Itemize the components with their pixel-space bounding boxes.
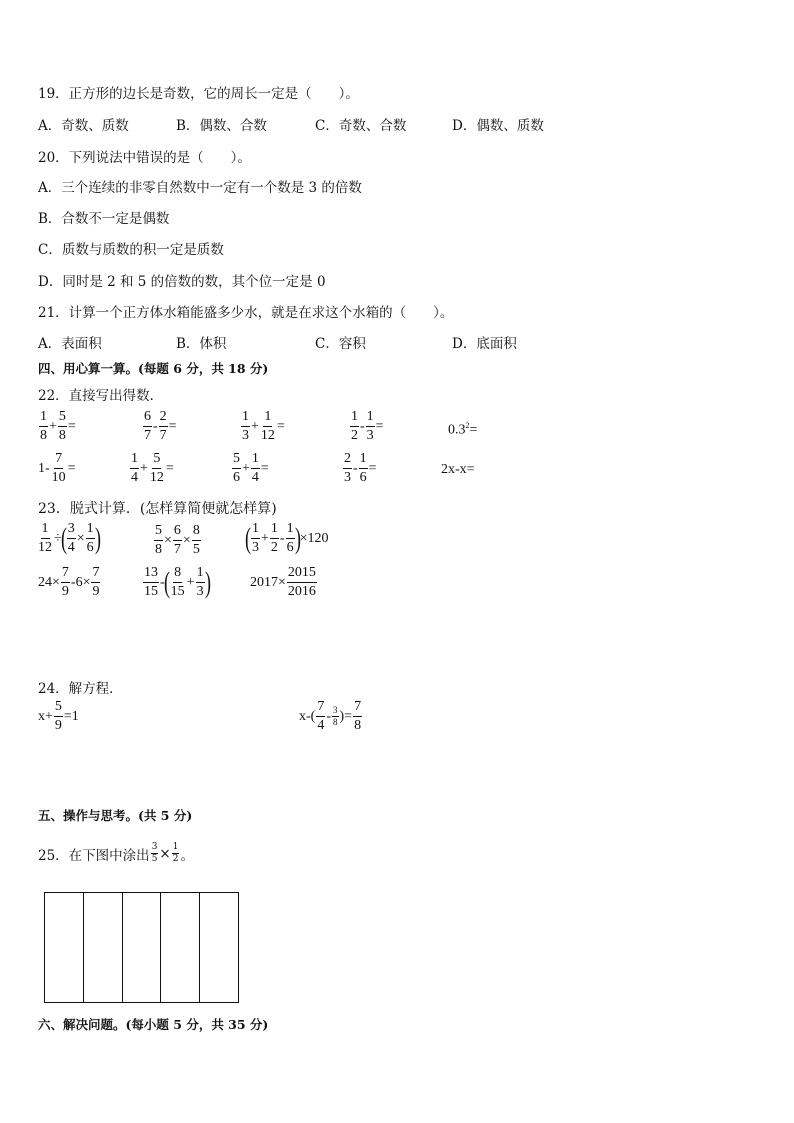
q22-r2-expr3: $\frac{5}{6}$ + $\frac{1}{4}$ = bbox=[233, 451, 269, 485]
q19-option-c[interactable]: C．奇数、合数 bbox=[315, 118, 407, 134]
q21-stem: 21．计算一个正方体水箱能盛多少水，就是在求这个水箱的（ ）。 bbox=[38, 305, 454, 321]
grid-column[interactable] bbox=[45, 893, 84, 1002]
q23-expr6: 2017× $\frac{2015}{2016}$ bbox=[250, 565, 316, 599]
q20-stem: 20．下列说法中错误的是（ ）。 bbox=[38, 150, 251, 166]
q23-expr2: $\frac{5}{8}$ × $\frac{6}{7}$ × $\frac{8}{5}$ bbox=[155, 523, 200, 557]
q20-option-b[interactable]: B．合数不一定是偶数 bbox=[38, 211, 170, 227]
q20-option-d[interactable]: D．同时是 2 和 5 的倍数的数，其个位一定是 0 bbox=[38, 274, 326, 290]
q23-stem: 23．脱式计算．(怎样算简便就怎样算) bbox=[38, 501, 277, 517]
q24-stem: 24．解方程． bbox=[38, 681, 123, 697]
grid-column[interactable] bbox=[161, 893, 200, 1002]
q19-option-a[interactable]: A．奇数、质数 bbox=[38, 118, 129, 134]
q22-r2-expr5: 2x-x= bbox=[441, 462, 475, 477]
q22-r2-expr1: 1- $\frac{7}{10}$ = bbox=[38, 451, 76, 485]
q24-equation1: x+ $\frac{5}{9}$ =1 bbox=[38, 699, 79, 733]
q19-stem: 19．正方形的边长是奇数，它的周长一定是（ ）。 bbox=[38, 86, 359, 102]
q22-r1-expr4: $\frac{1}{2}$ - $\frac{1}{3}$ = bbox=[351, 409, 384, 443]
section5-title: 五、操作与思考。(共 5 分) bbox=[38, 808, 193, 823]
q23-expr3: ( $\frac{1}{3}$ + $\frac{1}{2}$ - $\frac{1}{6}$ ) ×120 bbox=[245, 521, 329, 555]
q22-r2-expr4: $\frac{2}{3}$ - $\frac{1}{6}$ = bbox=[344, 451, 377, 485]
q21-option-d[interactable]: D．底面积 bbox=[452, 336, 517, 352]
q22-stem: 22．直接写出得数． bbox=[38, 388, 164, 404]
q25-stem: 25．在下图中涂出 $\frac{3}{5}$ × $\frac{1}{2}$ 。 bbox=[38, 842, 194, 864]
q20-option-a[interactable]: A．三个连续的非零自然数中一定有一个数是 3 的倍数 bbox=[38, 180, 362, 196]
q22-r2-expr2: $\frac{1}{4}$ + $\frac{5}{12}$ = bbox=[131, 451, 174, 485]
q19-option-d[interactable]: D．偶数、质数 bbox=[452, 118, 544, 134]
q19-option-b[interactable]: B．偶数、合数 bbox=[176, 118, 267, 134]
q22-r1-expr3: $\frac{1}{3}$ + $\frac{1}{12}$ = bbox=[242, 409, 285, 443]
q20-option-c[interactable]: C．质数与质数的积一定是质数 bbox=[38, 242, 224, 258]
section6-title: 六、解决问题。(每小题 5 分，共 35 分) bbox=[38, 1017, 269, 1032]
grid-column[interactable] bbox=[123, 893, 162, 1002]
q23-expr1: $\frac{1}{12}$ ÷ ( $\frac{3}{4}$ × $\frac{1}{6}$ ) bbox=[38, 521, 101, 555]
q23-expr5: $\frac{13}{15}$ - ( $\frac{8}{15}$ + $\frac{1}{3}$ ) bbox=[144, 565, 211, 599]
q25-shading-grid[interactable] bbox=[44, 892, 239, 1003]
section4-title: 四、用心算一算。(每题 6 分，共 18 分) bbox=[38, 361, 269, 376]
q22-r1-expr2: $\frac{6}{7}$ - $\frac{2}{7}$ = bbox=[144, 409, 177, 443]
grid-column[interactable] bbox=[200, 893, 238, 1002]
grid-column[interactable] bbox=[84, 893, 123, 1002]
q21-option-a[interactable]: A．表面积 bbox=[38, 336, 102, 352]
q24-equation2: x-( $\frac{7}{4}$ - $\frac{3}{8}$ )= $\frac{7}{8}$ bbox=[299, 699, 362, 733]
q22-r1-expr5: $0.3^2=$ bbox=[448, 421, 478, 438]
q21-option-b[interactable]: B．体积 bbox=[176, 336, 227, 352]
q22-r1-expr1: $\frac{1}{8}$ + $\frac{5}{8}$ = bbox=[40, 409, 76, 443]
q23-expr4: 24× $\frac{7}{9}$ -6× $\frac{7}{9}$ bbox=[38, 565, 100, 599]
q21-option-c[interactable]: C．容积 bbox=[315, 336, 366, 352]
